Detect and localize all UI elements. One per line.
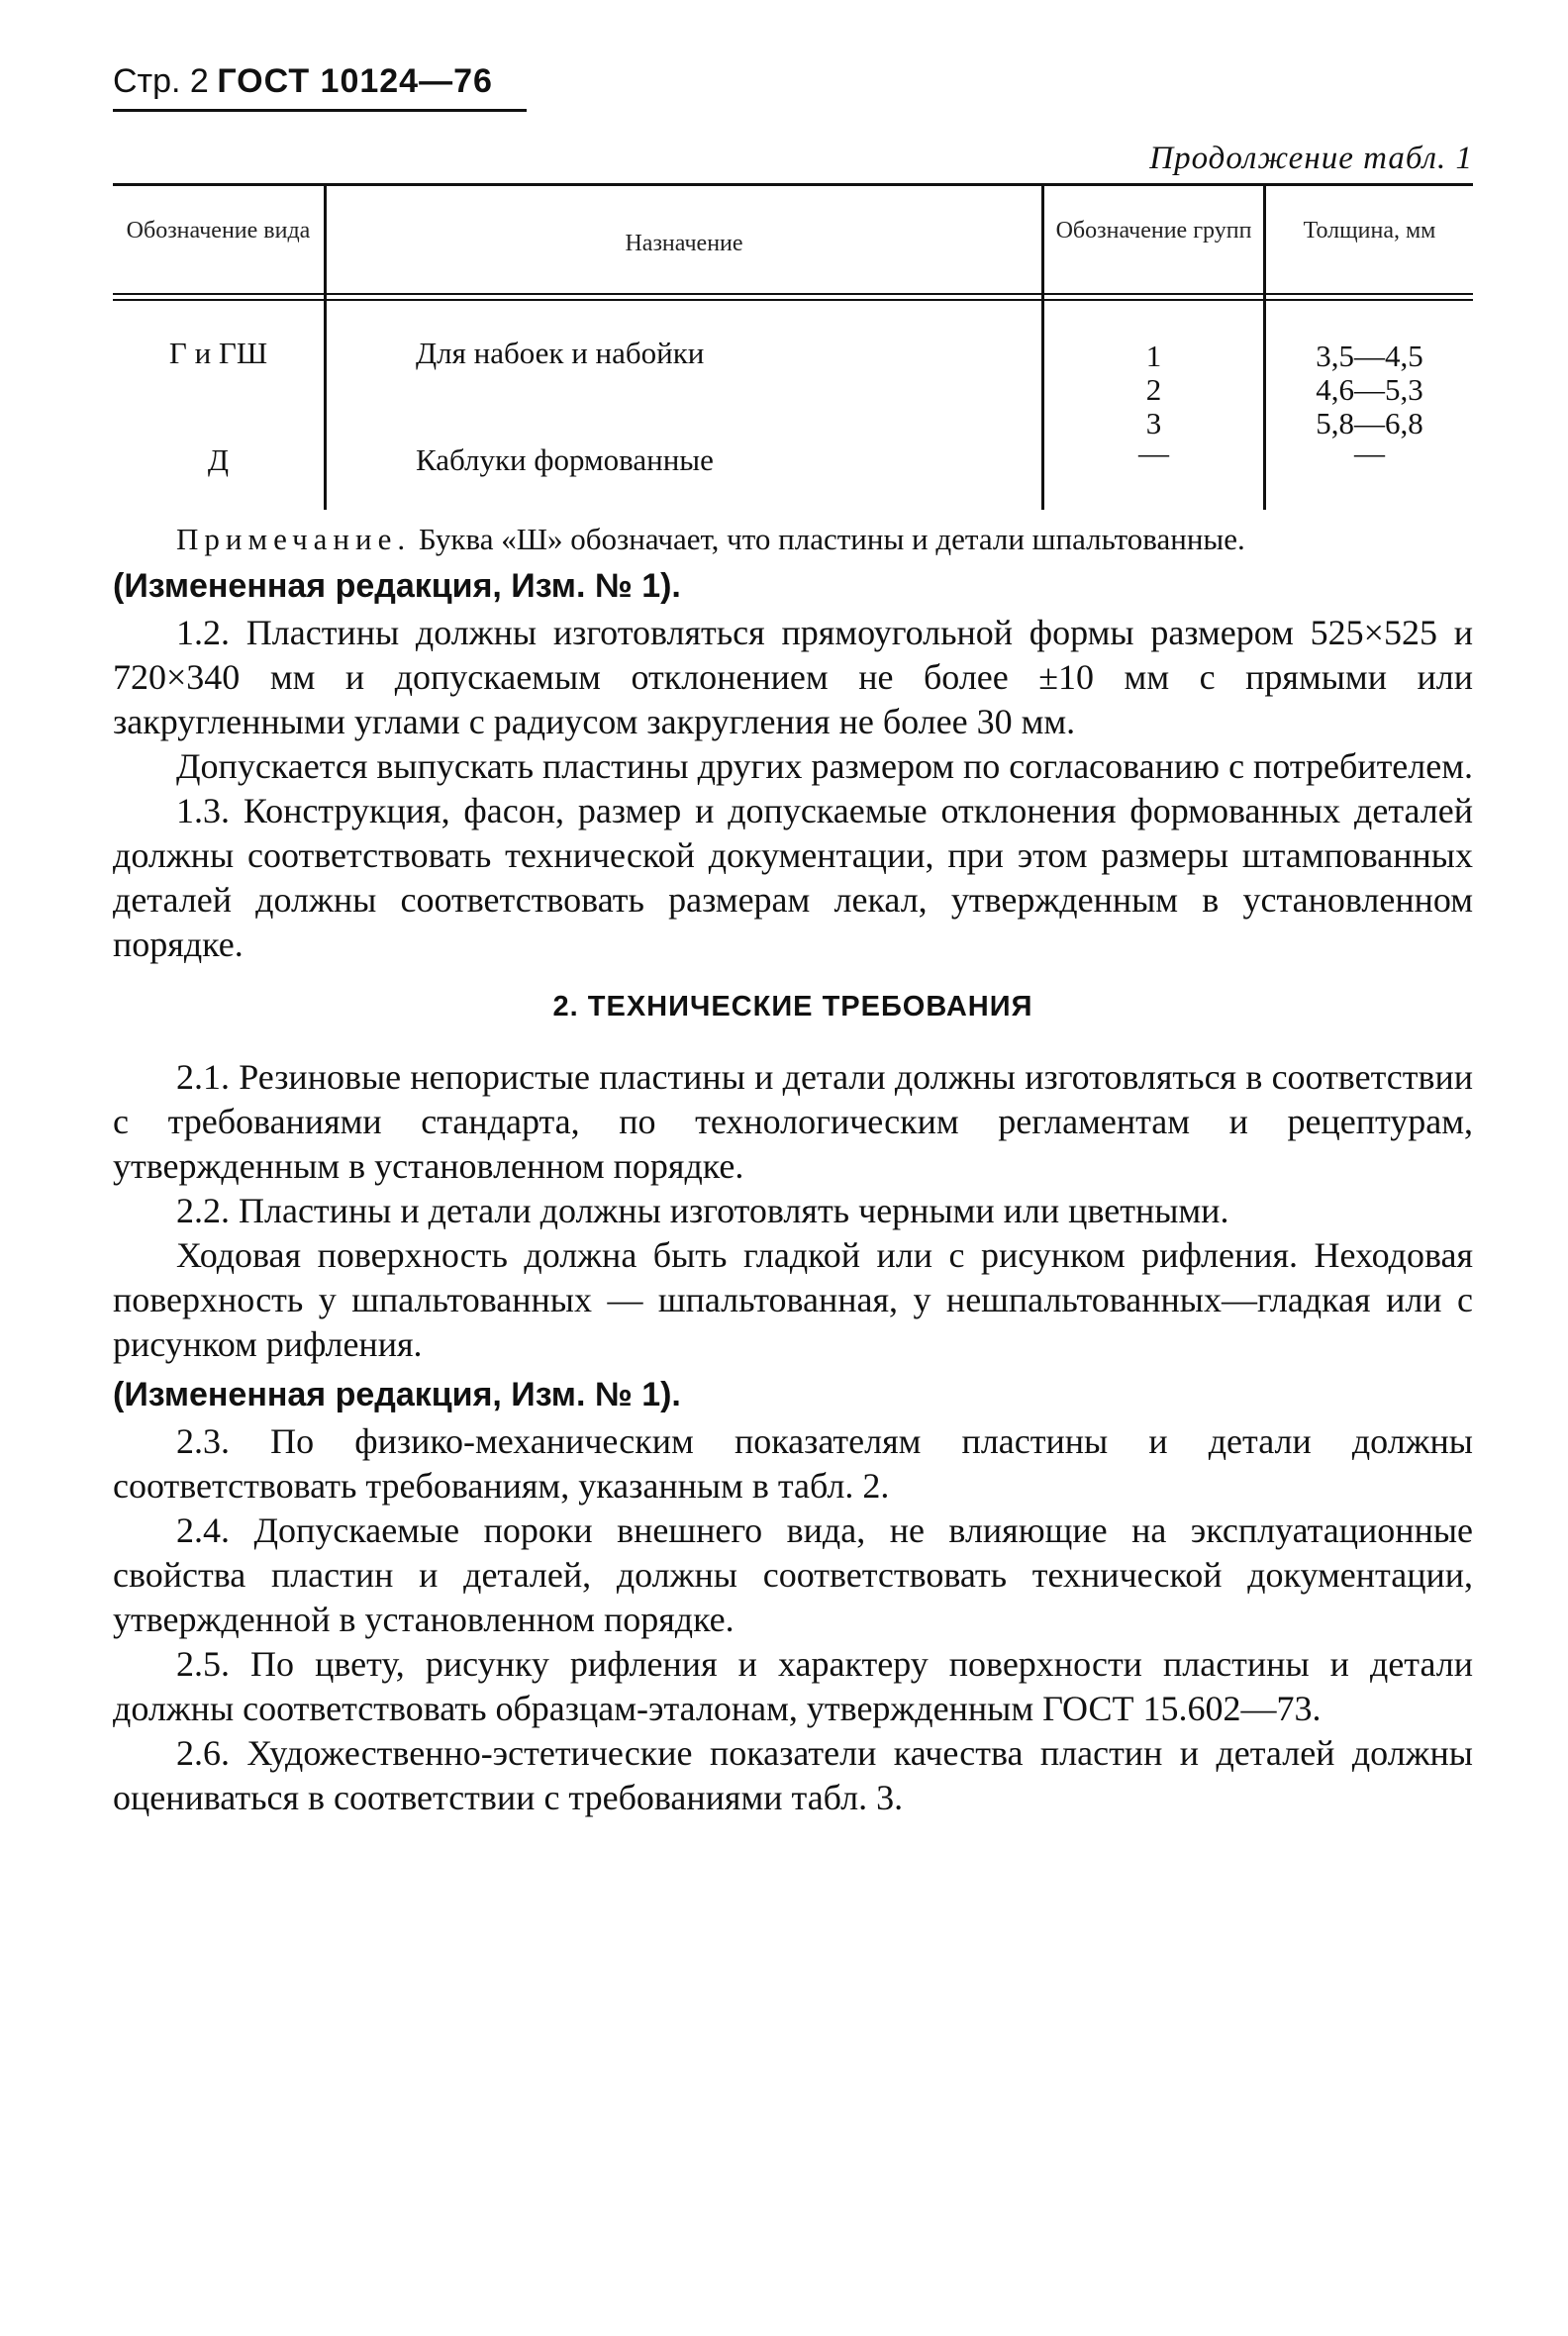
- paragraph: Допускается выпускать пластины других размером по согласованию с потребителем.: [176, 746, 1474, 786]
- header-text: Обозначение вида: [126, 218, 311, 243]
- amendment-note: (Измененная редакция, Изм. № 1).: [113, 567, 681, 605]
- header-text: Толщина, мм: [1303, 218, 1436, 243]
- header-text: Назначение: [625, 231, 743, 256]
- column-header-purpose: [327, 231, 1041, 257]
- section-title: 2. ТЕХНИЧЕСКИЕ ТРЕБОВАНИЯ: [552, 991, 1033, 1022]
- table-cell-type: Г и ГШ: [168, 336, 268, 370]
- table-cell-thickness: —: [1354, 436, 1385, 470]
- note-text: Буква «Ш» обозначает, что пластины и детали шпальтованные.: [411, 522, 1245, 556]
- table-note: [113, 521, 1473, 558]
- header-rule: [113, 109, 527, 112]
- table-1-continuation: [113, 183, 1473, 515]
- paragraph-2-3: 2.3. По физико-механическим показателям пластины и детали должны соответствовать требованиям, указанным в табл. 2.: [113, 1421, 1473, 1506]
- paragraph-2-4: 2.4. Допускаемые пороки внешнего вида, не влияющие на эксплуатационные свойства пластин и деталей, должны соответствовать технической документации, утвержденной в установленном порядке.: [113, 1510, 1473, 1639]
- paragraph-2-2: 2.2. Пластины и детали должны изготовлять черными или цветными.: [176, 1191, 1229, 1230]
- paragraph-2-1: 2.1. Резиновые непористые пластины и детали должны изготовляться в соответствии с требованиями стандарта, по технологическим регламентам и рецептурам, утвержденным в установленном порядке.: [113, 1057, 1473, 1186]
- table-cell-thickness: 4,6—5,3: [1316, 372, 1423, 407]
- note-label: Примечание.: [176, 522, 412, 556]
- paragraph-2-6: 2.6. Художественно-эстетические показатели качества пластин и деталей должны оцениваться в соответствии с требованиями табл. 3.: [113, 1733, 1473, 1817]
- table-cell-group: 3: [1145, 406, 1162, 440]
- paragraph-2-5: 2.5. По цвету, рисунку рифления и характеру поверхности пластины и детали должны соответствовать образцам-эталонам, утвержденным ГОСТ 15.602—73.: [113, 1644, 1473, 1728]
- header-rule-1: [113, 293, 1473, 295]
- column-header-type: [113, 218, 324, 244]
- header-rule-2: [113, 299, 1473, 301]
- page-header: [113, 61, 493, 102]
- amendment-note: (Измененная редакция, Изм. № 1).: [113, 1376, 681, 1413]
- standard-number: ГОСТ 10124—76: [217, 62, 493, 100]
- table-cell-group: 1: [1145, 339, 1162, 373]
- table-cell-group: 2: [1145, 372, 1162, 407]
- table-cell-thickness: 5,8—6,8: [1316, 406, 1423, 440]
- paragraph-1-3: 1.3. Конструкция, фасон, размер и допускаемые отклонения формованных деталей должны соответствовать технической документации, при этом размеры штампованных деталей должны соответствовать размерам лекал, утвержденным в установленном порядке.: [113, 791, 1473, 964]
- table-cell-thickness: 3,5—4,5: [1316, 339, 1423, 373]
- table-caption: Продолжение табл. 1: [1149, 141, 1473, 176]
- column-header-groups: [1044, 218, 1263, 244]
- table-cell-type: Д: [207, 442, 230, 477]
- page-number: Стр. 2: [113, 62, 209, 100]
- table-cell-purpose: Для набоек и набойки: [416, 336, 705, 370]
- column-header-thickness: [1266, 218, 1473, 244]
- table-top-rule: [113, 183, 1473, 186]
- table-cell-group: —: [1138, 436, 1169, 470]
- paragraph: Ходовая поверхность должна быть гладкой или с рисунком рифления. Неходовая поверхность у шпальтованных — шпальтованная, у нешпальтованных—гладкая или с рисунком рифления.: [113, 1235, 1473, 1364]
- header-text: Обозначение групп: [1055, 218, 1252, 243]
- table-cell-purpose: Каблуки формованные: [416, 442, 714, 477]
- paragraph-1-2: 1.2. Пластины должны изготовляться прямоугольной формы размером 525×525 и 720×340 мм и допускаемым отклонением не более ±10 мм с прямыми или закругленными углами с радиусом закругления не более 30 мм.: [113, 613, 1473, 741]
- document-body: [113, 521, 1473, 1820]
